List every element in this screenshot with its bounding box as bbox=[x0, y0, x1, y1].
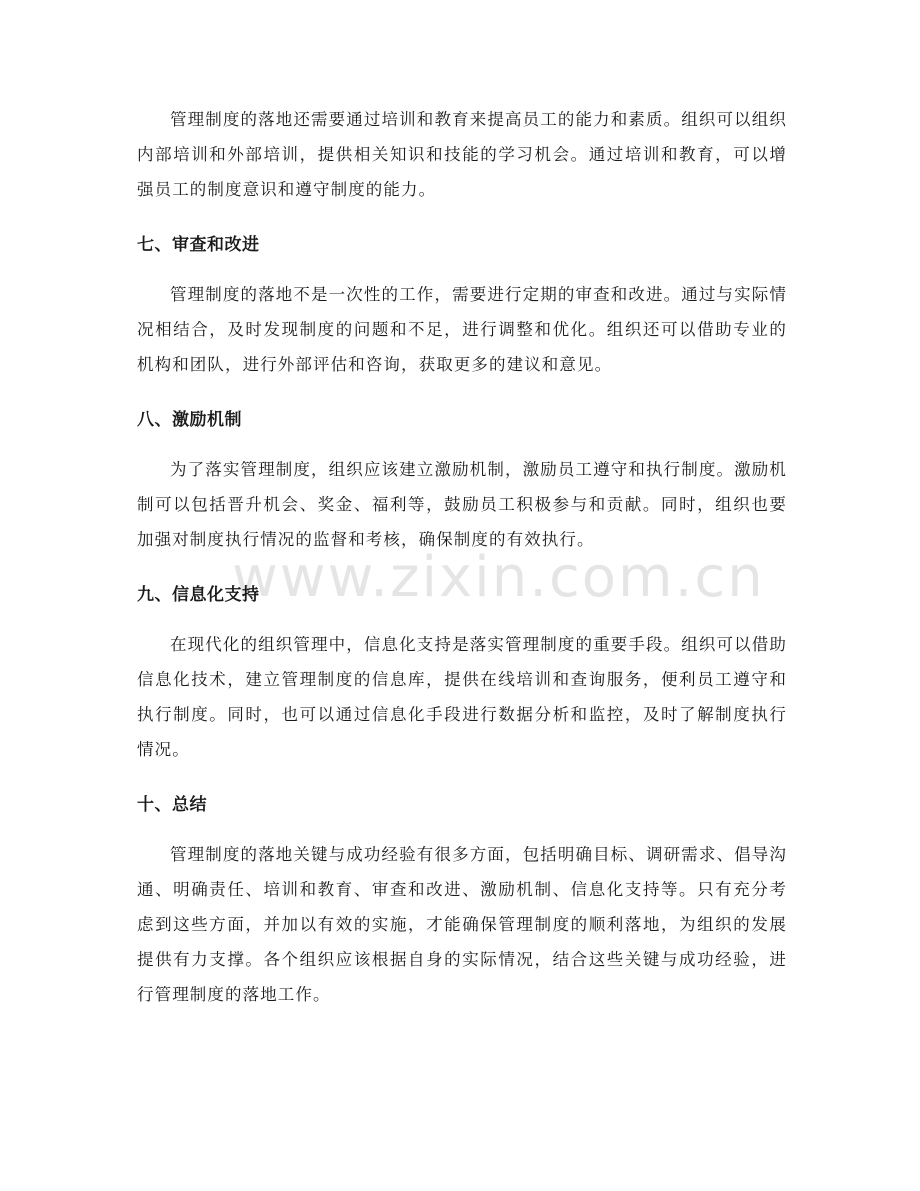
paragraph-it-support: 在现代化的组织管理中，信息化支持是落实管理制度的重要手段。组织可以借助信息化技术，建立管理制度的信息库，提供在线培训和查询服务，便利员工遵守和执行制度。同时，也可以通过信息化手段进行数据分析和监控，及时了解制度执行情况。 bbox=[137, 635, 787, 759]
paragraph-summary: 管理制度的落地关键与成功经验有很多方面，包括明确目标、调研需求、倡导沟通、明确责任、培训和教育、审查和改进、激励机制、信息化支持等。只有充分考虑到这些方面，并加以有效的实施，才能确保管理制度的顺利落地，为组织的发展提供有力支撑。各个组织应该根据自身的实际情况，结合这些关键与成功经验，进行管理制度的落地工作。 bbox=[137, 845, 787, 1004]
heading-incentive: 八、激励机制 bbox=[137, 410, 242, 430]
heading-it-support: 九、信息化支持 bbox=[137, 585, 260, 605]
heading-review: 七、审查和改进 bbox=[137, 235, 260, 255]
watermark: www.zixin.com.cn bbox=[232, 545, 765, 610]
heading-summary: 十、总结 bbox=[137, 795, 207, 815]
paragraph-incentive: 为了落实管理制度，组织应该建立激励机制，激励员工遵守和执行制度。激励机制可以包括晋升机会、奖金、福利等，鼓励员工积极参与和贡献。同时，组织也要加强对制度执行情况的监督和考核，确保制度的有效执行。 bbox=[137, 460, 787, 549]
paragraph-review: 管理制度的落地不是一次性的工作，需要进行定期的审查和改进。通过与实际情况相结合，及时发现制度的问题和不足，进行调整和优化。组织还可以借助专业的机构和团队，进行外部评估和咨询，获取更多的建议和意见。 bbox=[137, 285, 787, 374]
paragraph-training: 管理制度的落地还需要通过培训和教育来提高员工的能力和素质。组织可以组织内部培训和外部培训，提供相关知识和技能的学习机会。通过培训和教育，可以增强员工的制度意识和遵守制度的能力。 bbox=[137, 110, 787, 199]
